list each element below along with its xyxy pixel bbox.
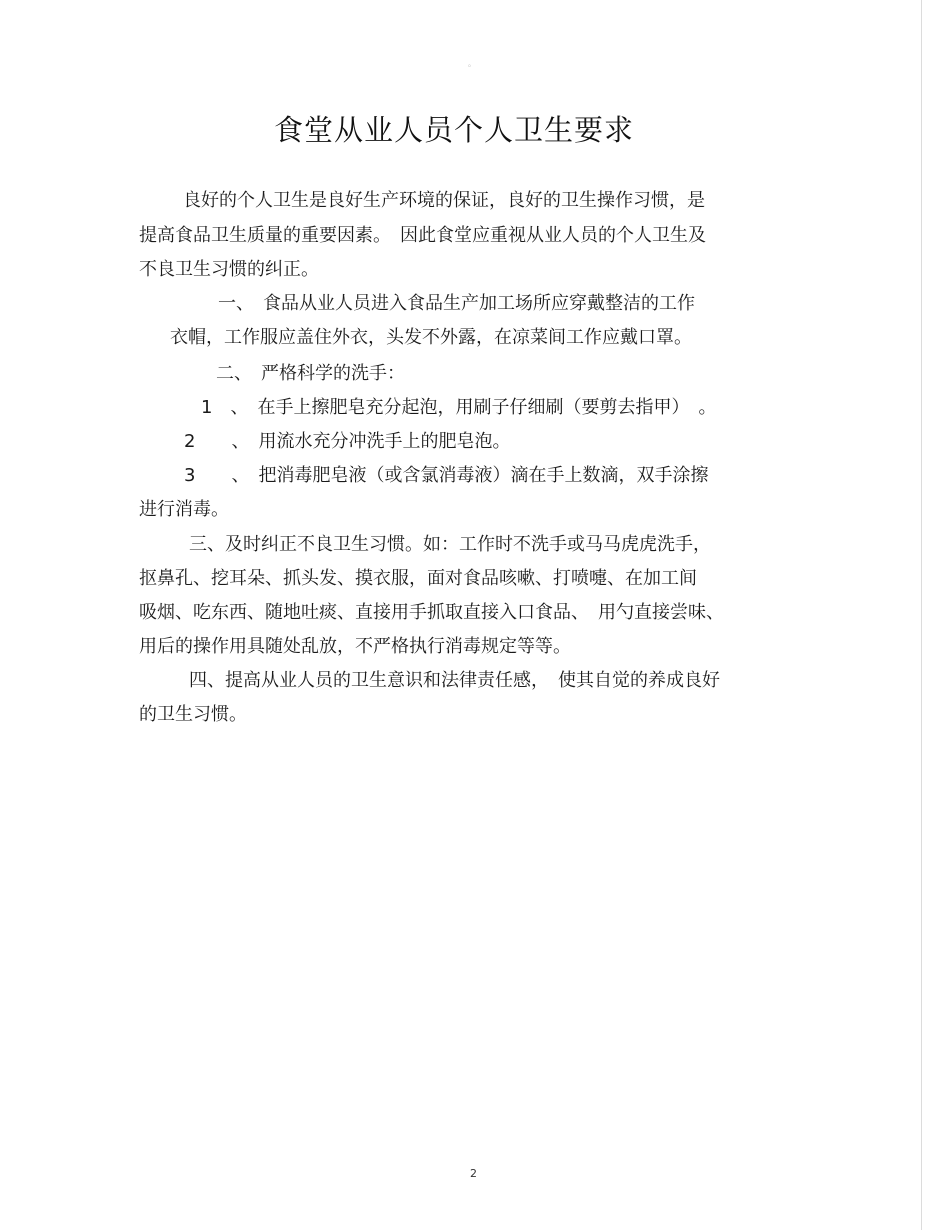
paragraph-line: 衣帽，工作服应盖住外衣，头发不外露，在凉菜间工作应戴口罩。: [170, 327, 692, 348]
paragraph-line: 用后的操作用具随处乱放，不严格执行消毒规定等等。: [139, 636, 571, 657]
paragraph-line: 良好的个人卫生是良好生产环境的保证，良好的卫生操作习惯，是: [183, 190, 705, 211]
paragraph-line: 二、 严格科学的洗手：: [216, 363, 405, 384]
paragraph-line: 吸烟、吃东西、随地吐痰、直接用手抓取直接入口食品、 用勺直接尝味、: [139, 602, 724, 623]
paragraph-line: 提高食品卫生质量的重要因素。 因此食堂应重视从业人员的个人卫生及: [139, 225, 706, 246]
paragraph-line: 进行消毒。: [139, 499, 229, 520]
paragraph-line: 的卫生习惯。: [139, 704, 247, 725]
list-item: 2 、 用流水充分冲洗手上的肥皂泡。: [184, 431, 511, 452]
document-title: 食堂从业人员个人卫生要求: [273, 113, 634, 147]
top-mark: 。: [468, 59, 476, 68]
paragraph-line: 不良卫生习惯的纠正。: [139, 259, 319, 280]
page-number: 2: [470, 1167, 477, 1180]
paragraph-line: 三、及时纠正不良卫生习惯。如：工作时不洗手或马马虎虎洗手，: [189, 534, 711, 555]
list-item: 1 、 在手上擦肥皂充分起泡，用刷子仔细刷（要剪去指甲） 。: [201, 397, 717, 418]
paragraph-line: 一、 食品从业人员进入食品生产加工场所应穿戴整洁的工作: [218, 293, 695, 314]
paragraph-line: 四、提高从业人员的卫生意识和法律责任感， 使其自觉的养成良好: [189, 670, 720, 691]
paragraph-line: 抠鼻孔、挖耳朵、抓头发、摸衣服，面对食品咳嗽、打喷嚏、在加工间: [139, 568, 697, 589]
list-item: 3 、 把消毒肥皂液（或含氯消毒液）滴在手上数滴，双手涂擦: [184, 465, 709, 486]
page-edge-divider: [921, 0, 922, 1230]
